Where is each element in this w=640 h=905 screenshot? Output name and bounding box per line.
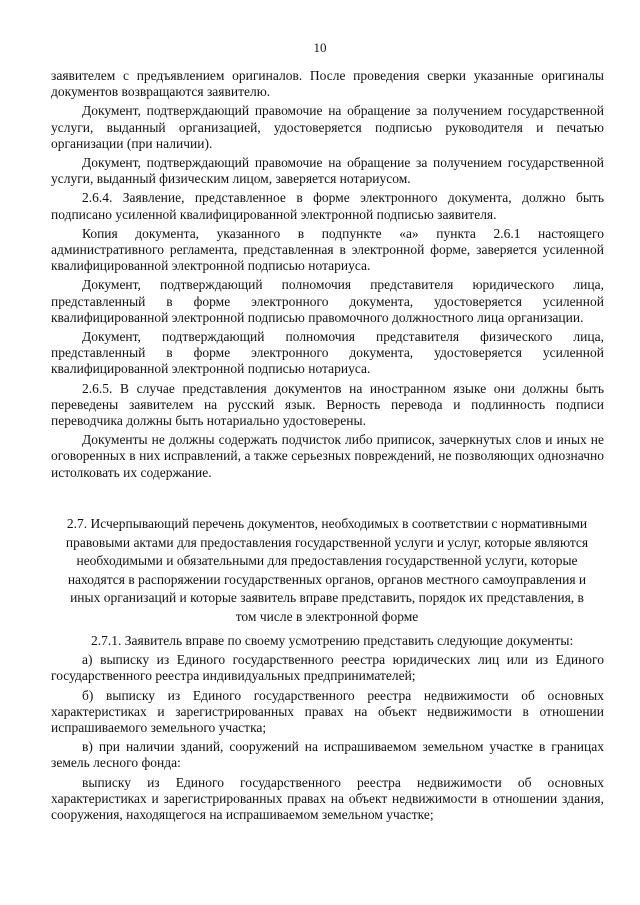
paragraph: Документ, подтверждающий полномочия представителя юридического лица, представленный в форме электронного документа, удостоверяется усиленной квалифицированной электронной подписью правомочного должностного лица организации.: [51, 277, 604, 325]
paragraph: Документ, подтверждающий правомочие на обращение за получением государственной услуги, выданный организацией, удостоверяется подписью руководителя и печатью организации (при наличии).: [51, 103, 604, 151]
document-list: [51, 633, 604, 826]
paragraph: Документ, подтверждающий правомочие на обращение за получением государственной услуги, выданный физическим лицом, заверяется нотариусом.: [51, 155, 604, 187]
section-heading-2-7: 2.7. Исчерпывающий перечень документов, необходимых в соответствии с нормативными правовыми актами для предоставления государственной услуги и услуг, которые являются необходимыми и обязательными для предоставления государственной услуги, которые находятся в распоряжении государственных органов, органов местного самоуправления и иных организаций и которые заявитель вправе представить, порядок их представления, в том числе в электронной форме: [65, 516, 589, 624]
paragraph: Копия документа, указанного в подпункте «а» пункта 2.6.1 настоящего административного регламента, представленная в электронной форме, заверяется усиленной квалифицированной электронной подписью нотариуса.: [51, 225, 604, 274]
paragraph: Документы не должны содержать подчисток либо приписок, зачеркнутых слов и иных не оговоренных в них исправлений, а также серьезных повреждений, не позволяющих однозначно истолковать их содержание.: [51, 432, 604, 480]
list-item: выписку из Единого государственного реестра недвижимости об основных характеристиках и зарегистрированных правах на объект недвижимости в отношении здания, сооружения, находящегося на испрашиваемом земельном участке;: [51, 774, 604, 823]
list-item: б) выписку из Единого государственного реестра недвижимости об основных характеристиках и зарегистрированных правах на объект недвижимости в отношении испрашиваемого земельного участка;: [51, 687, 604, 736]
list-item: а) выписку из Единого государственного реестра юридических лиц или из Единого государственного реестра индивидуальных предпринимателей;: [51, 652, 604, 684]
list-intro: 2.7.1. Заявитель вправе по своему усмотрению представить следующие документы:: [91, 633, 574, 648]
page-number: 10: [313, 40, 327, 55]
list-item: в) при наличии зданий, сооружений на испрашиваемом земельном участке в границах земель лесного фонда:: [51, 739, 604, 771]
paragraph-2-6-4: 2.6.4. Заявление, представленное в форме электронного документа, должно быть подписано усиленной квалифицированной электронной подписью заявителя.: [51, 190, 604, 222]
body-text: [51, 68, 604, 484]
paragraph-continuation: заявителем с предъявлением оригиналов. После проведения сверки указанные оригиналы документов возвращаются заявителю.: [51, 68, 604, 100]
paragraph-2-6-5: 2.6.5. В случае представления документов на иностранном языке они должны быть переведены заявителем на русский язык. Верность перевода и подлинность подписи переводчика должны быть нотариально удостоверены.: [51, 380, 604, 429]
paragraph: Документ, подтверждающий полномочия представителя физического лица, представленный в форме электронного документа, удостоверяется усиленной квалифицированной электронной подписью нотариуса.: [51, 329, 604, 377]
